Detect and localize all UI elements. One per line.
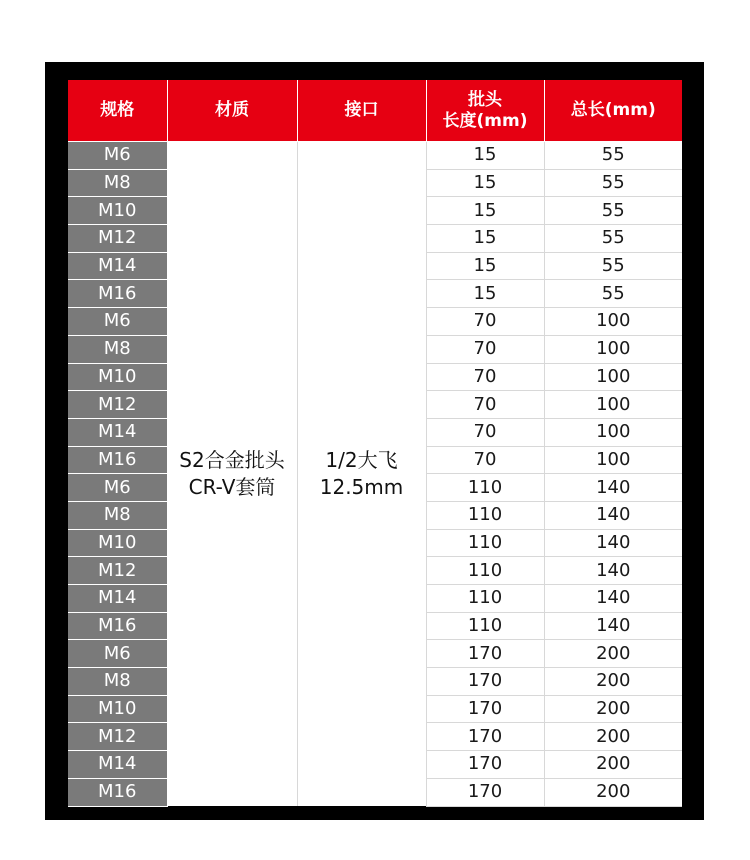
bit-length-cell: 110: [426, 501, 544, 529]
bit-length-cell: 15: [426, 169, 544, 197]
bit-length-cell: 170: [426, 695, 544, 723]
total-length-cell: 55: [544, 225, 682, 253]
spec-cell: M8: [68, 335, 167, 363]
table-header: [68, 80, 682, 142]
table-body: [68, 142, 682, 807]
total-length-cell: 140: [544, 585, 682, 613]
spec-cell: M8: [68, 668, 167, 696]
header-bit-length-line2: 长度(mm): [442, 110, 528, 131]
total-length-cell: 200: [544, 640, 682, 668]
bit-length-cell: 15: [426, 252, 544, 280]
total-length-cell: 200: [544, 668, 682, 696]
spec-cell: M10: [68, 529, 167, 557]
spec-cell: M8: [68, 169, 167, 197]
spec-cell: M8: [68, 501, 167, 529]
spec-cell: M16: [68, 446, 167, 474]
spec-cell: M16: [68, 612, 167, 640]
material-line1: S2合金批头: [179, 448, 285, 472]
interface-line1: 1/2大飞: [325, 448, 398, 472]
bit-length-cell: 70: [426, 446, 544, 474]
bit-length-cell: 70: [426, 363, 544, 391]
spec-cell: M14: [68, 252, 167, 280]
spec-cell: M14: [68, 751, 167, 779]
bit-length-cell: 170: [426, 723, 544, 751]
interface-line2: 12.5mm: [319, 475, 404, 499]
total-length-cell: 100: [544, 335, 682, 363]
spec-cell: M10: [68, 197, 167, 225]
table-row: [68, 142, 682, 170]
header-total-length: 总长(mm): [544, 80, 682, 142]
total-length-cell: 55: [544, 169, 682, 197]
bit-length-cell: 70: [426, 418, 544, 446]
spec-cell: M10: [68, 695, 167, 723]
spec-cell: M14: [68, 585, 167, 613]
spec-cell: M16: [68, 778, 167, 806]
spec-cell: M14: [68, 418, 167, 446]
material-cell: [167, 142, 297, 807]
total-length-cell: 55: [544, 197, 682, 225]
bit-length-cell: 110: [426, 612, 544, 640]
total-length-cell: 100: [544, 308, 682, 336]
total-length-cell: 140: [544, 501, 682, 529]
bit-length-cell: 170: [426, 640, 544, 668]
total-length-cell: 55: [544, 280, 682, 308]
spec-cell: M12: [68, 391, 167, 419]
total-length-cell: 55: [544, 252, 682, 280]
spec-cell: M12: [68, 225, 167, 253]
bit-length-cell: 110: [426, 474, 544, 502]
spec-cell: M6: [68, 640, 167, 668]
bit-length-cell: 70: [426, 391, 544, 419]
total-length-cell: 140: [544, 474, 682, 502]
bit-length-cell: 110: [426, 585, 544, 613]
total-length-cell: 200: [544, 723, 682, 751]
total-length-cell: 55: [544, 142, 682, 170]
header-spec: 规格: [68, 80, 167, 142]
header-material: 材质: [167, 80, 297, 142]
bit-length-cell: 15: [426, 142, 544, 170]
bit-length-cell: 110: [426, 557, 544, 585]
header-row: [68, 80, 682, 142]
bit-length-cell: 70: [426, 308, 544, 336]
bit-length-cell: 170: [426, 668, 544, 696]
bit-length-cell: 170: [426, 778, 544, 806]
spec-table: [68, 80, 682, 807]
header-bit-length: [426, 80, 544, 142]
bit-length-cell: 15: [426, 197, 544, 225]
total-length-cell: 200: [544, 778, 682, 806]
bit-length-cell: 110: [426, 529, 544, 557]
total-length-cell: 100: [544, 363, 682, 391]
total-length-cell: 100: [544, 418, 682, 446]
total-length-cell: 140: [544, 612, 682, 640]
interface-cell: [297, 142, 426, 807]
header-bit-length-line1: 批头: [468, 89, 502, 110]
total-length-cell: 200: [544, 695, 682, 723]
total-length-cell: 100: [544, 391, 682, 419]
bit-length-cell: 170: [426, 751, 544, 779]
spec-cell: M16: [68, 280, 167, 308]
header-interface: 接口: [297, 80, 426, 142]
total-length-cell: 100: [544, 446, 682, 474]
bit-length-cell: 15: [426, 280, 544, 308]
spec-cell: M12: [68, 723, 167, 751]
spec-cell: M6: [68, 308, 167, 336]
bit-length-cell: 70: [426, 335, 544, 363]
spec-cell: M12: [68, 557, 167, 585]
spec-cell: M10: [68, 363, 167, 391]
total-length-cell: 140: [544, 557, 682, 585]
bit-length-cell: 15: [426, 225, 544, 253]
spec-cell: M6: [68, 474, 167, 502]
total-length-cell: 140: [544, 529, 682, 557]
spec-cell: M6: [68, 142, 167, 170]
total-length-cell: 200: [544, 751, 682, 779]
material-line2: CR-V套筒: [188, 475, 276, 499]
